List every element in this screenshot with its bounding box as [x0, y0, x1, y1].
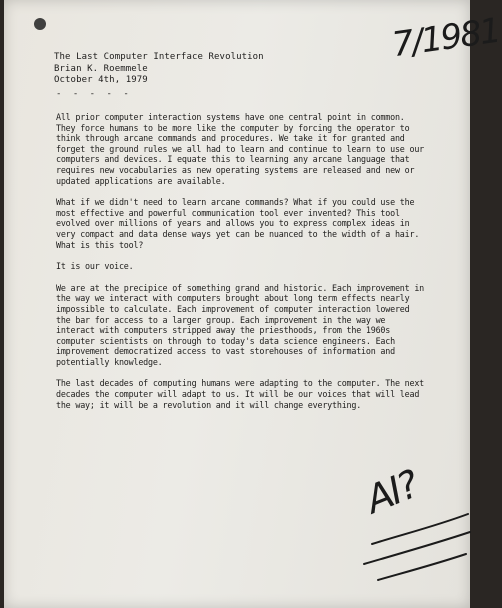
handwritten-underline-strokes: [344, 508, 474, 588]
handwritten-margin-note: AI?: [359, 461, 424, 523]
paragraph-4: We are at the precipice of something grand and historic. Each improvement in the way we interact with computers brought about long term effects nearly impossible to calculate. Each improvement of computer interaction lowered the bar for access to a larger group. Each improvement in the way we interact with computers stripped away the priesthoods, from the 1960s computer scientists on through to today's data science engineers. Each improvement democratized access to vast storehouses of information and potentially knowledge.: [56, 282, 425, 367]
document-author: Brian K. Roemmele: [54, 63, 148, 74]
paragraph-2: What if we didn't need to learn arcane commands? What if you could use the most effective and powerful communication tool ever invented? This tool evolved over millions of years and allows you to express complex ideas in very compact and data dense ways yet can be nuanced to the width of a hair. What is this tool?: [56, 197, 420, 250]
separator: - - - - -: [56, 89, 132, 99]
ink-spot: [34, 18, 46, 30]
document-title: The Last Computer Interface Revolution: [54, 52, 264, 62]
paragraph-1: All prior computer interaction systems have one central point in common. They force humans to be more like the computer by forcing the operator to think through arcane commands and procedures. We take it for granted and forget the ground rules we all had to learn and continue to learn to use our computers and devices. I equate this to learning any arcane language that requires new vocabularies as new operating systems are released and new or updated applications are available.: [56, 112, 425, 186]
document-body: [56, 112, 428, 421]
document-date: October 4th, 1979: [54, 75, 148, 85]
document-header: [54, 52, 264, 87]
handwritten-date-note: 7/1981: [389, 10, 502, 66]
paragraph-5: The last decades of computing humans were adapting to the computer. The next decades the computer will adapt to us. It will be our voices that will lead the way; it will be a revolution and it will change everything.: [56, 378, 425, 410]
typewritten-page: [4, 0, 502, 608]
paragraph-3: It is our voice.: [56, 261, 134, 272]
